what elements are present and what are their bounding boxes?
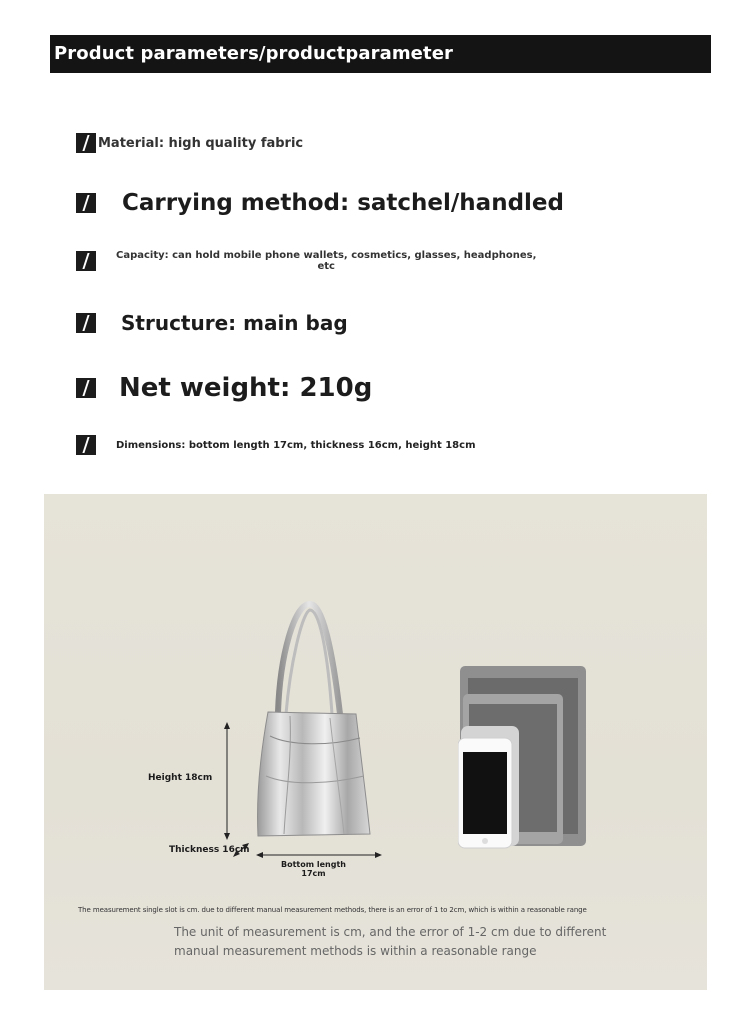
param-capacity-line2: etc [317, 261, 335, 272]
slash-marker-icon [76, 251, 96, 271]
param-dimensions [76, 435, 476, 455]
param-carrying-method [76, 190, 564, 216]
param-capacity-line1: Capacity: can hold mobile phone wallets, cosmetics, glasses, headphones, [116, 250, 537, 261]
param-capacity-text [116, 250, 536, 272]
slash-marker-icon [76, 313, 96, 333]
bottom-length-label-line1: Bottom length [281, 860, 346, 869]
slash-marker-icon [76, 378, 96, 398]
slash-marker-icon [76, 435, 96, 455]
section-header: Product parameters/productparameter [50, 35, 711, 73]
param-net-weight-text: Net weight: 210g [119, 373, 373, 403]
measurement-note-line1: The unit of measurement is cm, and the error of 1-2 cm due to different [174, 925, 607, 939]
param-material-text: Material: high quality fabric [98, 135, 304, 151]
slash-marker-icon [76, 193, 96, 213]
param-structure-text: Structure: main bag [121, 311, 348, 335]
param-carrying-method-text: Carrying method: satchel/handled [122, 190, 564, 216]
bottom-length-label-line2: 17cm [301, 869, 326, 878]
height-label: Height 18cm [148, 773, 213, 783]
param-structure [76, 311, 348, 335]
measurement-note-small: The measurement single slot is cm. due to different manual measurement methods, there is an error of 1 to 2cm, which is within a reasonable range [78, 906, 587, 914]
param-dimensions-text: Dimensions: bottom length 17cm, thickness 16cm, height 18cm [116, 439, 476, 451]
size-comparison-devices-image [458, 664, 588, 849]
measurement-note-large [174, 923, 606, 961]
silver-bag-image [210, 596, 390, 846]
measurement-note-line2: manual measurement methods is within a reasonable range [174, 944, 537, 958]
thickness-label: Thickness 16cm [169, 845, 250, 855]
bottom-length-label [281, 860, 346, 878]
param-material [76, 133, 303, 153]
param-capacity [76, 250, 536, 272]
param-net-weight [76, 373, 372, 403]
slash-marker-icon [76, 133, 96, 153]
